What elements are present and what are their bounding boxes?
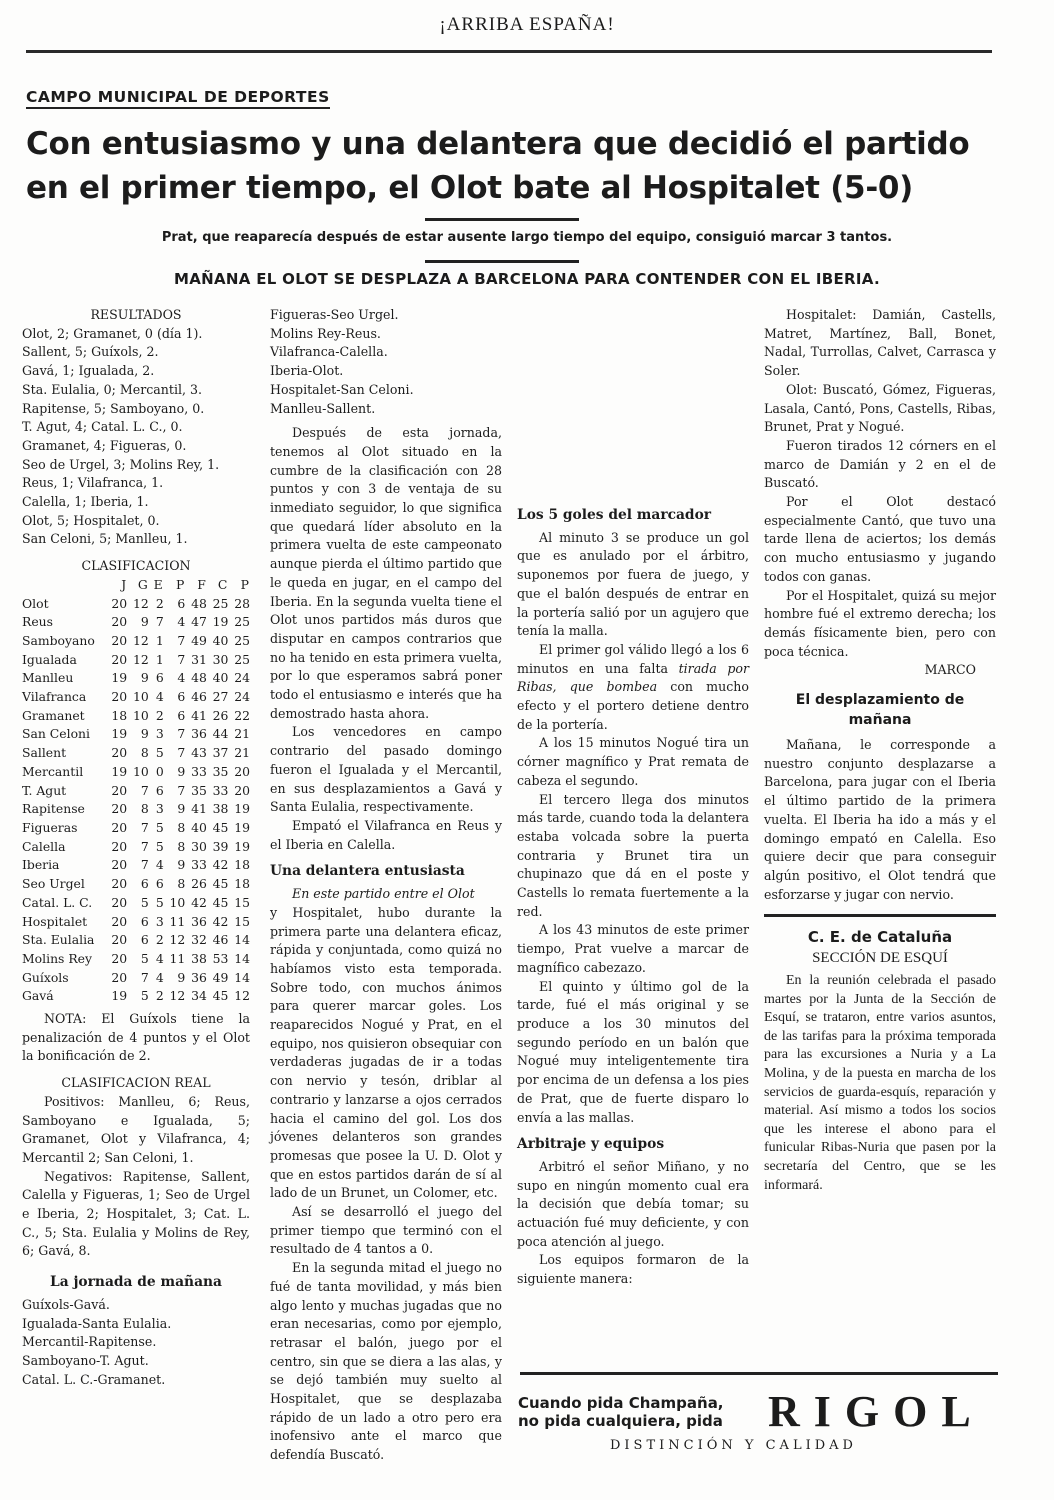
- stat-cell: P: [175, 576, 186, 592]
- ad-tagline: DISTINCIÓN Y CALIDAD: [610, 1438, 857, 1453]
- standings-row: [22, 950, 250, 969]
- resultados-list: [22, 325, 250, 549]
- stat-cell: 9: [140, 614, 149, 630]
- fixture-item: Mercantil-Rapitense.: [22, 1334, 157, 1350]
- stat-cell: 41: [191, 707, 207, 723]
- ad-copy: [518, 1394, 724, 1430]
- result-item: Olot, 2; Gramanet, 0 (día 1).: [22, 325, 203, 341]
- stat-cell: 20: [111, 969, 128, 985]
- article-paragraph: [517, 641, 749, 735]
- standings-row: [22, 782, 250, 801]
- stat-cell: 10: [132, 707, 149, 723]
- stat-cell: 6: [140, 932, 149, 948]
- stat-cell: 25: [234, 651, 250, 667]
- stat-cell: 11: [169, 950, 186, 966]
- stat-cell: 20: [111, 595, 128, 611]
- article-paragraph: Los equipos formaron de la siguiente manera:: [517, 1252, 749, 1287]
- standings-row: [22, 894, 250, 913]
- standings-row: [22, 707, 250, 726]
- stat-cell: 35: [212, 763, 229, 779]
- result-item: Calella, 1; Iberia, 1.: [22, 494, 149, 510]
- negativos-text: Negativos: Rapitense, Sallent, Calella y Figueras, 1; Seo de Urgel e Iberia, 2; Hospitalet, 3; Cat. L. C., 5; Sta. Eulalia y Molins de Rey, 6; Gavá, 8.: [22, 1168, 250, 1259]
- stat-cell: 10: [169, 894, 186, 910]
- stat-cell: 5: [155, 838, 164, 854]
- team-name: Vilafranca: [22, 689, 87, 705]
- team-name: Mercantil: [22, 763, 84, 779]
- stat-cell: 8: [140, 745, 149, 761]
- stat-cell: 37: [212, 745, 229, 761]
- stat-cell: 14: [234, 950, 250, 966]
- stat-cell: 46: [212, 932, 229, 948]
- stat-cell: 8: [140, 801, 149, 817]
- article-paragraph: Al minuto 3 se produce un gol que es anulado por el árbitro, suponemos por fuera de juego, y que el balón después de entrar en la portería salió por un agujero que tenía la malla.: [517, 529, 749, 639]
- column-2: [270, 306, 502, 1465]
- divider: [425, 260, 579, 263]
- stat-cell: 38: [191, 950, 207, 966]
- headline: Con entusiasmo y una delantera que decidió el partido en el primer tiempo, el Olot bate al Hospitalet (5-0): [26, 126, 970, 206]
- column-3: [517, 498, 749, 1289]
- stat-cell: 39: [212, 838, 229, 854]
- stat-cell: 2: [155, 988, 164, 1004]
- standings-row: [22, 969, 250, 988]
- section-heading-goles: Los 5 goles del marcador: [517, 507, 712, 523]
- stat-cell: 27: [212, 689, 229, 705]
- stat-cell: 4: [155, 689, 164, 705]
- ad-line: Cuando pida Champaña,: [518, 1394, 724, 1412]
- fixture-item: Molins Rey-Reus.: [270, 325, 381, 341]
- stat-cell: 31: [191, 651, 207, 667]
- article-paragraph: Por el Hospitalet, quizá su mejor hombre fué el extremo derecha; los demás físicamente bien, pero con poca técnica.: [764, 587, 996, 659]
- team-name: Olot: [22, 595, 49, 611]
- result-item: Olot, 5; Hospitalet, 0.: [22, 512, 160, 528]
- ce-cataluna-title: C. E. de Cataluña: [807, 928, 953, 947]
- masthead: ¡ARRIBA ESPAÑA!: [439, 14, 615, 35]
- stat-cell: C: [217, 576, 229, 592]
- team-name: Manlleu: [22, 670, 74, 686]
- standings-row: [22, 819, 250, 838]
- stat-cell: 26: [191, 876, 207, 892]
- stat-cell: 22: [234, 707, 250, 723]
- article-paragraph: A los 43 minutos de este primer tiempo, Prat vuelve a marcar de magnífico cabezazo.: [517, 922, 749, 975]
- section-kicker: CAMPO MUNICIPAL DE DEPORTES: [26, 88, 330, 109]
- stat-cell: 25: [234, 632, 250, 648]
- standings-row: [22, 763, 250, 782]
- stat-cell: 3: [155, 913, 164, 929]
- fixture-item: Vilafranca-Calella.: [270, 344, 388, 360]
- stat-cell: 18: [111, 707, 128, 723]
- stat-cell: 7: [140, 969, 149, 985]
- stat-cell: 6: [177, 689, 186, 705]
- resultados-title: RESULTADOS: [90, 307, 182, 322]
- stat-cell: 33: [212, 782, 229, 798]
- standings-row: [22, 744, 250, 763]
- clasificacion-real-title: CLASIFICACION REAL: [61, 1075, 211, 1091]
- section-heading-delantera: Una delantera entusiasta: [270, 863, 465, 880]
- ad-divider: [520, 1372, 998, 1375]
- stat-cell: 8: [177, 838, 186, 854]
- stat-cell: 44: [212, 726, 229, 742]
- fixture-item: Samboyano-T. Agut.: [22, 1352, 149, 1368]
- article-paragraph: Arbitró el señor Miñano, y no supo en ningún momento cual era la decisión que debía tomar; su actuación fué muy deficiente, y con poca atención al juego.: [517, 1158, 749, 1249]
- stat-cell: 1: [155, 632, 164, 648]
- stat-cell: 4: [155, 969, 164, 985]
- stat-cell: 25: [212, 595, 229, 611]
- team-name: [22, 576, 106, 595]
- stat-cell: 53: [212, 950, 229, 966]
- team-name: Hospitalet: [22, 913, 88, 929]
- stat-cell: 4: [177, 614, 186, 630]
- stat-cell: 19: [111, 726, 128, 742]
- author-signature: MARCO: [924, 662, 976, 678]
- stat-cell: 7: [177, 726, 186, 742]
- standings-row: [22, 931, 250, 950]
- positivos-text: Positivos: Manlleu, 6; Reus, Samboyano e Igualada, 5; Gramanet, Olot y Vilafranca, 4; Mercantil 2; San Celoni, 1.: [22, 1093, 250, 1165]
- stat-cell: 7: [177, 632, 186, 648]
- ad-line: no pida cualquiera, pida: [518, 1412, 723, 1430]
- stat-cell: 12: [132, 632, 149, 648]
- team-name: Catal. L. C.: [22, 894, 93, 910]
- stat-cell: 42: [212, 857, 229, 873]
- stat-cell: 19: [212, 614, 229, 630]
- standings-row: [22, 669, 250, 688]
- stat-cell: 9: [177, 857, 186, 873]
- stat-cell: 8: [177, 876, 186, 892]
- stat-cell: 12: [169, 932, 186, 948]
- stat-cell: 5: [155, 745, 164, 761]
- stat-cell: 45: [212, 988, 229, 1004]
- stat-cell: 21: [234, 745, 250, 761]
- stat-cell: 32: [191, 932, 207, 948]
- result-item: Sallent, 5; Guíxols, 2.: [22, 344, 159, 360]
- stat-cell: 20: [111, 689, 128, 705]
- team-name: Gramanet: [22, 707, 85, 723]
- result-item: Seo de Urgel, 3; Molins Rey, 1.: [22, 456, 220, 472]
- team-name: T. Agut: [22, 782, 67, 798]
- stat-cell: 2: [155, 932, 164, 948]
- stat-cell: G: [137, 576, 149, 592]
- standings-row: [22, 913, 250, 932]
- team-name: Seo Urgel: [22, 876, 85, 892]
- team-name: Reus: [22, 614, 54, 630]
- stat-cell: 47: [191, 614, 207, 630]
- standings-row: [22, 800, 250, 819]
- stat-cell: 20: [111, 819, 128, 835]
- fixture-item: Figueras-Seo Urgel.: [270, 307, 399, 322]
- stat-cell: 20: [111, 632, 128, 648]
- stat-cell: 35: [191, 782, 207, 798]
- fixture-item: Catal. L. C.-Gramanet.: [22, 1371, 166, 1387]
- stat-cell: 46: [191, 689, 207, 705]
- subheadline-secondary: MAÑANA EL OLOT SE DESPLAZA A BARCELONA PARA CONTENDER CON EL IBERIA.: [174, 270, 880, 288]
- text-run: El primer gol válido llegó a los 6 minutos en una falta: [517, 641, 749, 676]
- stat-cell: 40: [212, 670, 229, 686]
- top-rule: [26, 50, 992, 53]
- stat-cell: 20: [111, 614, 128, 630]
- stat-cell: 40: [191, 819, 207, 835]
- stat-cell: 2: [155, 707, 164, 723]
- stat-cell: 10: [132, 689, 149, 705]
- clasificacion-title: CLASIFICACION: [81, 558, 191, 574]
- lineup-olot: Olot: Buscató, Gómez, Figueras, Lasala, Cantó, Pons, Castells, Ribas, Brunet, Prat y Nogué.: [764, 381, 996, 435]
- stat-cell: 45: [212, 894, 229, 910]
- stat-cell: 33: [191, 763, 207, 779]
- stat-cell: 21: [234, 726, 250, 742]
- standings-row: [22, 987, 250, 1006]
- stat-cell: 45: [212, 876, 229, 892]
- stat-cell: 3: [155, 726, 164, 742]
- stat-cell: 45: [212, 819, 229, 835]
- team-name: Molins Rey: [22, 950, 93, 966]
- stat-cell: 25: [234, 614, 250, 630]
- team-name: Rapitense: [22, 801, 85, 817]
- article-paragraph: Los vencedores en campo contrario del pasado domingo fueron el Igualada y el Mercantil, en sus desplazamientos a Gavá y Santa Eulalia, respectivamente.: [270, 724, 502, 815]
- stat-cell: 7: [177, 651, 186, 667]
- stat-cell: 11: [169, 913, 186, 929]
- standings-row: [22, 838, 250, 857]
- standings-row: [22, 688, 250, 707]
- fixture-item: Hospitalet-San Celoni.: [270, 381, 414, 397]
- standings-table: [22, 576, 250, 1006]
- team-name: Iberia: [22, 857, 60, 873]
- stat-cell: 7: [140, 782, 149, 798]
- article-paragraph: Así se desarrolló el juego del primer tiempo que terminó con el resultado de 4 tantos a 0.: [270, 1204, 502, 1257]
- result-item: Reus, 1; Vilafranca, 1.: [22, 475, 164, 491]
- stat-cell: 4: [155, 857, 164, 873]
- team-name: Guíxols: [22, 969, 69, 985]
- fixture-item: Igualada-Santa Eulalia.: [22, 1315, 172, 1331]
- stat-cell: 42: [212, 913, 229, 929]
- stat-cell: 9: [177, 969, 186, 985]
- stat-cell: P: [240, 576, 250, 592]
- stat-cell: 4: [177, 670, 186, 686]
- stat-cell: 7: [155, 614, 164, 630]
- result-item: Sta. Eulalia, 0; Mercantil, 3.: [22, 381, 203, 397]
- stat-cell: 30: [191, 838, 207, 854]
- stat-cell: 19: [111, 988, 128, 1004]
- stat-cell: 30: [212, 651, 229, 667]
- standings-row: [22, 856, 250, 875]
- stat-cell: 43: [191, 745, 207, 761]
- team-name: Calella: [22, 838, 66, 854]
- stat-cell: 20: [234, 763, 250, 779]
- fixture-item: Iberia-Olot.: [270, 363, 344, 379]
- stat-cell: 1: [155, 651, 164, 667]
- stat-cell: 49: [191, 632, 207, 648]
- column-4: [764, 306, 996, 1195]
- article-paragraph: El tercero llega dos minutos más tarde, cuando toda la delantera estaba volcada sobre la puerta contraria y Brunet tira un chupinazo que dá en el poste y Castells lo remata fuertemente a la red.: [517, 791, 749, 919]
- result-item: Gavá, 1; Igualada, 2.: [22, 363, 155, 379]
- stat-cell: 12: [132, 651, 149, 667]
- stat-cell: 5: [140, 988, 149, 1004]
- stat-cell: 19: [111, 763, 128, 779]
- stat-cell: 14: [234, 932, 250, 948]
- stat-cell: 20: [111, 932, 128, 948]
- fixture-item: Guíxols-Gavá.: [22, 1296, 110, 1312]
- stat-cell: 7: [140, 838, 149, 854]
- team-name: Gavá: [22, 988, 54, 1004]
- column-1: [22, 306, 250, 1389]
- section-heading-arbitraje: Arbitraje y equipos: [517, 1136, 665, 1153]
- stat-cell: 40: [212, 632, 229, 648]
- stat-cell: 41: [191, 801, 207, 817]
- stat-cell: 5: [140, 950, 149, 966]
- article-paragraph: El quinto y último gol de la tarde, fué el más original y se produce a los 30 minutos del segundo período en un balón que Nogué muy inteligentemente tira por encima de un defensa a los pies de Prat, que de fuerte disparo lo envía a las mallas.: [517, 978, 749, 1125]
- divider: [425, 218, 579, 221]
- desplazamiento-title: El desplazamiento de mañana: [795, 692, 965, 729]
- stat-cell: 36: [191, 969, 207, 985]
- stat-cell: 2: [155, 595, 164, 611]
- stat-cell: 38: [212, 801, 229, 817]
- stat-cell: 9: [177, 801, 186, 817]
- text-run-italic: tirada por Ribas, que bombea: [517, 660, 749, 695]
- stat-cell: 5: [155, 819, 164, 835]
- fixture-item: Manlleu-Sallent.: [270, 400, 376, 416]
- stat-cell: 19: [234, 819, 250, 835]
- result-item: Rapitense, 5; Samboyano, 0.: [22, 400, 205, 416]
- stat-cell: E: [153, 576, 164, 592]
- stat-cell: 33: [191, 857, 207, 873]
- stat-cell: 48: [191, 595, 207, 611]
- stat-cell: 14: [234, 969, 250, 985]
- standings-row: [22, 632, 250, 651]
- ad-brand-logo: RIGOL: [768, 1387, 985, 1436]
- stat-cell: 20: [111, 838, 128, 854]
- article-paragraph: Por el Olot destacó especialmente Cantó, que tuvo una tarde llena de aciertos; los demás con mucho entusiasmo y jugando todos con ganas.: [764, 494, 996, 584]
- stat-cell: 6: [140, 913, 149, 929]
- stat-cell: 20: [111, 876, 128, 892]
- stat-cell: 10: [132, 763, 149, 779]
- stat-cell: 6: [155, 876, 164, 892]
- desplazamiento-body: Mañana, le corresponde a nuestro conjunto desplazarse a Barcelona, para jugar con el Iberia el último partido de la primera vuelta. El Iberia ha ido a más y el domingo empató en Calella. Eso quiere decir que para conseguir algún positivo, el Olot tendrá que esforzarse y jugar con nervio.: [764, 737, 996, 902]
- article-paragraph: En la segunda mitad el juego no fué de tanta movilidad, y más bien algo lento y muchas jugadas que no eran necesarias, como por ejemplo, retrasar el balón, juego por el centro, sin que se diera a las alas, y se dejó también muy suelto al Hospitalet, que se desplazaba rápido de un lado a otro pero era inofensivo ante el marco que defendía Buscató.: [270, 1260, 502, 1463]
- stat-cell: 48: [191, 670, 207, 686]
- result-item: San Celoni, 5; Manlleu, 1.: [22, 531, 188, 547]
- stat-cell: 20: [234, 782, 250, 798]
- stat-cell: 0: [155, 763, 164, 779]
- stat-cell: 7: [140, 819, 149, 835]
- article-paragraph: Empató el Vilafranca en Reus y el Iberia en Calella.: [270, 817, 502, 852]
- stat-cell: 9: [140, 726, 149, 742]
- standings-row: [22, 875, 250, 894]
- stat-cell: 20: [111, 745, 128, 761]
- stat-cell: 28: [234, 595, 250, 611]
- stat-cell: 24: [234, 670, 250, 686]
- stat-cell: 49: [212, 969, 229, 985]
- stat-cell: 8: [177, 819, 186, 835]
- team-name: Sta. Eulalia: [22, 932, 95, 948]
- stat-cell: 19: [234, 801, 250, 817]
- stat-cell: 20: [111, 801, 128, 817]
- team-name: Figueras: [22, 819, 78, 835]
- stat-cell: 7: [177, 745, 186, 761]
- ce-cataluna-subtitle: SECCIÓN DE ESQUÍ: [812, 950, 948, 967]
- article-paragraph: Después de esta jornada, tenemos al Olot situado en la cumbre de la clasificación con 28 puntos y con 3 de ventaja de su inmediato seguidor, lo que significa que quedará líder absoluto en la primera vuelta de este campeonato aunque pierda el último partido que le queda en jugar, en el campo del Iberia. En la segunda vuelta tiene el Olot unos partidos más duros que disputar en campos contrarios que no ha tenido en esta primera vuelta, por lo que esperamos sabrá poner todo el entusiasmo e interés que ha demostrado hasta ahora.: [270, 425, 502, 721]
- result-item: Gramanet, 4; Figueras, 0.: [22, 437, 187, 453]
- article-paragraph: y Hospitalet, hubo durante la primera parte una delantera eficaz, rápida y conjuntada, como quizá no habíamos visto esta temporada. Sobre todo, con muchos ánimos para querer marcar goles. Los reaparecidos Nogué y Prat, en el equipo, nos quisieron obsequiar con verdaderas jugadas de ir a todas con nervio y tesón, driblar al contrario y lanzarse a ojos cerrados hacia el camino del gol. Los dos jóvenes delanteros son grandes promesas que posee la U. D. Olot y que en estos partidos darán de sí al lado de un Brunet, un Colomer, etc.: [270, 904, 502, 1201]
- stat-cell: 36: [191, 726, 207, 742]
- stat-cell: 24: [234, 689, 250, 705]
- standings-note: NOTA: El Guíxols tiene la penalización de 4 puntos y el Olot la bonificación de 2.: [22, 1011, 250, 1064]
- stat-cell: 20: [111, 651, 128, 667]
- stat-cell: 19: [111, 670, 128, 686]
- stat-cell: 6: [155, 670, 164, 686]
- stat-cell: 4: [155, 950, 164, 966]
- team-name: Samboyano: [22, 632, 95, 648]
- stat-cell: 12: [169, 988, 186, 1004]
- stat-cell: 34: [191, 988, 207, 1004]
- stat-cell: 6: [177, 595, 186, 611]
- result-item: T. Agut, 4; Catal. L. C., 0.: [22, 419, 183, 435]
- article-lead-italic: En este partido entre el Olot: [292, 886, 475, 902]
- stat-cell: 36: [191, 913, 207, 929]
- text-run: con mucho efecto y el portero detiene dentro de la portería.: [517, 679, 749, 732]
- stat-cell: 6: [140, 876, 149, 892]
- stat-cell: 7: [177, 782, 186, 798]
- ce-cataluna-body: En la reunión celebrada el pasado martes por la Junta de la Sección de Esquí, se trataron, entre varios asuntos, de las tarifas para la próxima temporada para las excursiones a Nuria y a La Molina, y de la puesta en marcha de los servicios de guarda-esquís, reparación y material. Así mismo a todos los socios que les interese el abono para el funicular Ribas-Nuria que pasen por la secretaría del Centro, que se les informará.: [764, 973, 996, 1193]
- stat-cell: 42: [191, 894, 207, 910]
- stat-cell: 12: [234, 988, 250, 1004]
- stat-cell: 12: [132, 595, 149, 611]
- standings-row: [22, 651, 250, 670]
- stat-cell: 5: [140, 894, 149, 910]
- stat-cell: J: [121, 576, 128, 592]
- stat-cell: 15: [234, 894, 250, 910]
- stat-cell: 9: [177, 763, 186, 779]
- jornada-title: La jornada de mañana: [50, 1274, 222, 1291]
- stat-cell: 20: [111, 782, 128, 798]
- stat-cell: 26: [212, 707, 229, 723]
- stat-cell: 20: [111, 857, 128, 873]
- stat-cell: 15: [234, 913, 250, 929]
- stat-cell: 19: [234, 838, 250, 854]
- team-name: Igualada: [22, 651, 77, 667]
- article-paragraph: A los 15 minutos Nogué tira un córner magnífico y Prat remata de cabeza el segundo.: [517, 735, 749, 788]
- stat-cell: F: [197, 576, 207, 592]
- stat-cell: 20: [111, 913, 128, 929]
- lineup-hospitalet: Hospitalet: Damián, Castells, Matret, Martínez, Ball, Bonet, Nadal, Turrollas, Calvet, Carrasca y Soler.: [764, 307, 996, 379]
- stat-cell: 18: [234, 857, 250, 873]
- standings-row: [22, 595, 250, 614]
- stat-cell: 7: [140, 857, 149, 873]
- standings-header-row: [22, 576, 250, 595]
- stat-cell: 6: [177, 707, 186, 723]
- standings-row: [22, 613, 250, 632]
- stat-cell: 6: [155, 782, 164, 798]
- stat-cell: 20: [111, 950, 128, 966]
- stat-cell: 3: [155, 801, 164, 817]
- divider: [764, 914, 996, 917]
- article-paragraph: Fueron tirados 12 córners en el marco de Damián y 2 en el de Buscató.: [764, 437, 996, 491]
- subheadline: Prat, que reaparecía después de estar ausente largo tiempo del equipo, consiguió marcar 3 tantos.: [161, 230, 893, 245]
- team-name: Sallent: [22, 745, 67, 761]
- stat-cell: 18: [234, 876, 250, 892]
- stat-cell: 9: [140, 670, 149, 686]
- stat-cell: 20: [111, 894, 128, 910]
- standings-row: [22, 725, 250, 744]
- stat-cell: 5: [155, 894, 164, 910]
- team-name: San Celoni: [22, 726, 90, 742]
